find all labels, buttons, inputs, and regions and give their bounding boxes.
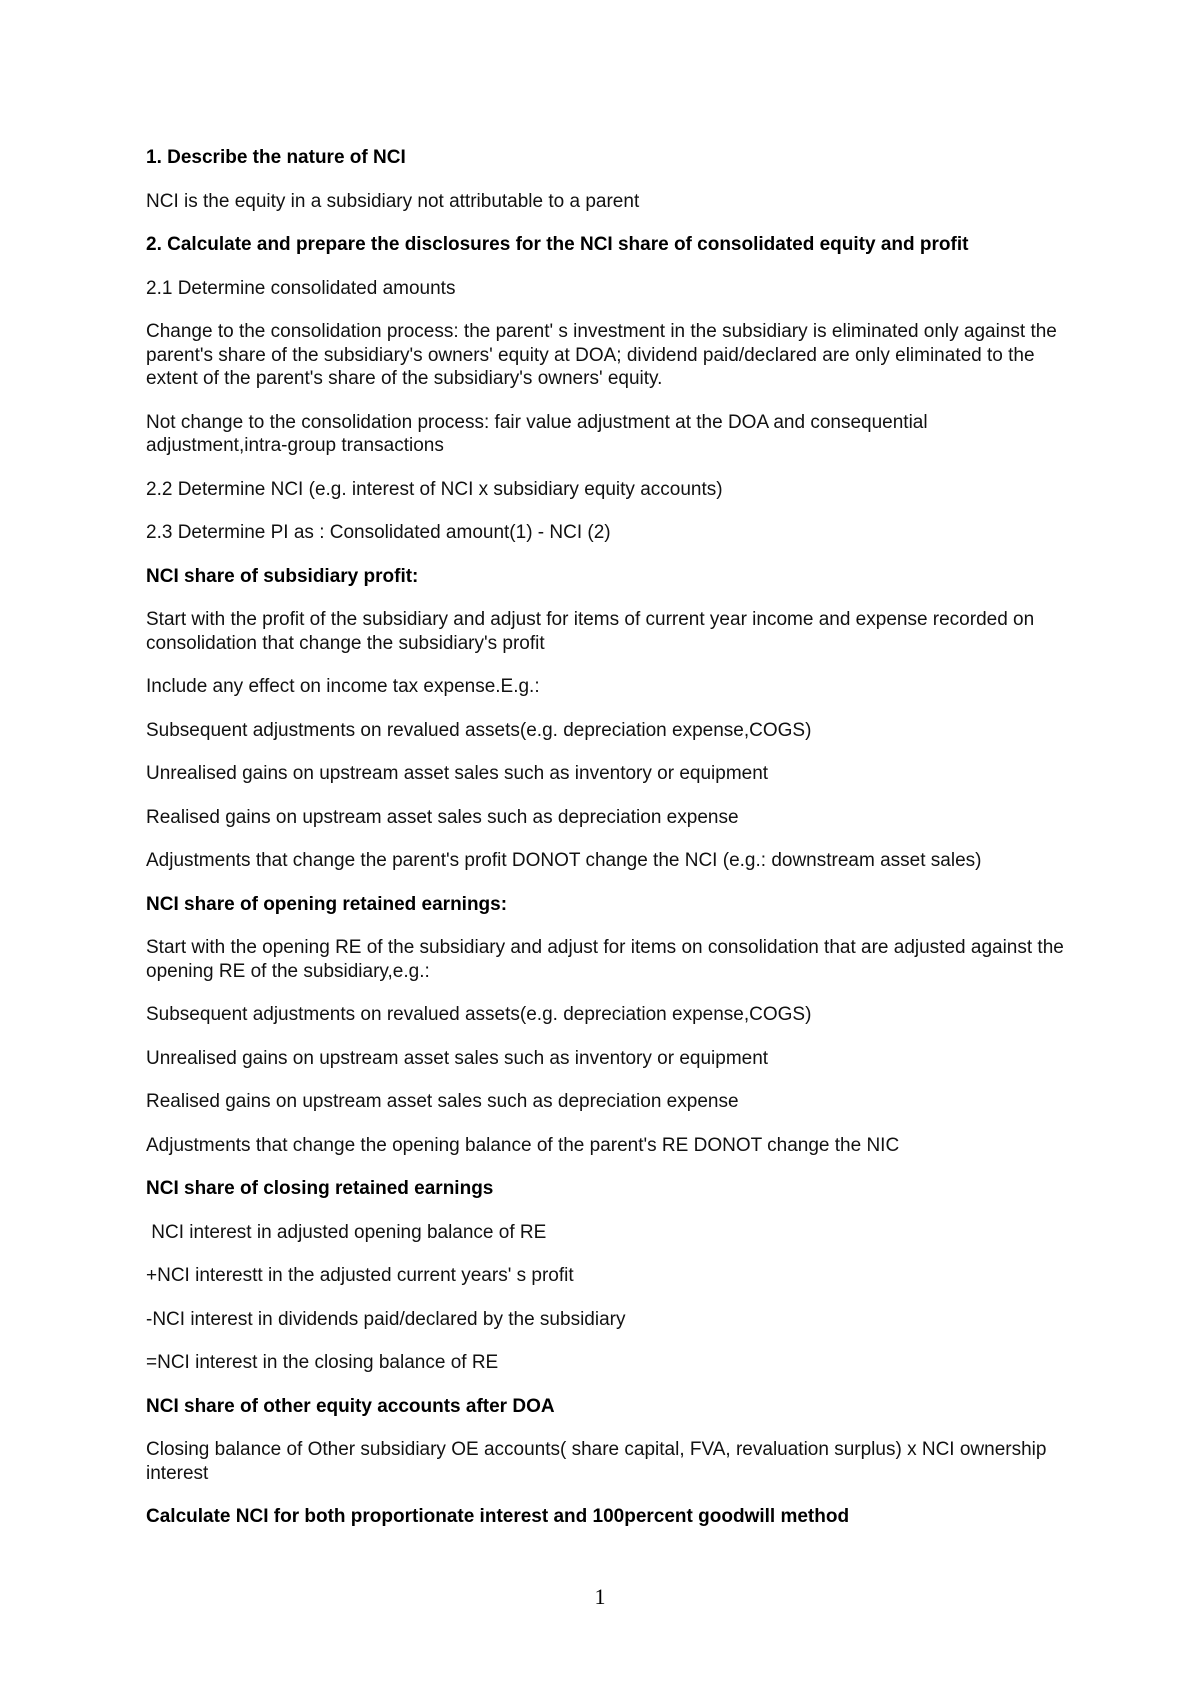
body-paragraph: Subsequent adjustments on revalued assets(e.g. depreciation expense,COGS) [146, 719, 812, 741]
section-heading: Calculate NCI for both proportionate interest and 100percent goodwill method [146, 1506, 850, 1527]
body-paragraph: Adjustments that change the parent's profit DONOT change the NCI (e.g.: downstream asset sales) [146, 850, 982, 871]
body-paragraph: Adjustments that change the opening balance of the parent's RE DONOT change the NIC [146, 1134, 900, 1156]
section-heading: NCI share of subsidiary profit: [146, 565, 419, 587]
body-paragraph: Include any effect on income tax expense.E.g.: [146, 676, 540, 697]
body-paragraph: Realised gains on upstream asset sales such as depreciation expense [146, 806, 739, 828]
body-paragraph: Unrealised gains on upstream asset sales such as inventory or equipment [146, 1047, 769, 1069]
body-paragraph: 2.1 Determine consolidated amounts [146, 277, 456, 299]
section-heading: NCI share of closing retained earnings [146, 1178, 494, 1199]
page-number: 1 [594, 1584, 606, 1609]
body-paragraph: NCI is the equity in a subsidiary not attributable to a parent [146, 190, 640, 212]
body-paragraph: Subsequent adjustments on revalued assets(e.g. depreciation expense,COGS) [146, 1004, 812, 1025]
body-paragraph: Unrealised gains on upstream asset sales such as inventory or equipment [146, 763, 769, 784]
body-paragraph: Closing balance of Other subsidiary OE accounts( share capital, FVA, revaluation surplus) x NCI ownership interest [146, 1439, 1052, 1484]
document-body [146, 146, 1070, 1549]
body-paragraph: Start with the opening RE of the subsidiary and adjust for items on consolidation that are adjusted against the opening RE of the subsidiary,e.g.: [146, 937, 1070, 982]
body-paragraph: +NCI interestt in the adjusted current years' s profit [146, 1265, 574, 1286]
body-paragraph: =NCI interest in the closing balance of RE [146, 1352, 499, 1373]
body-paragraph: Not change to the consolidation process: fair value adjustment at the DOA and consequential adjustment,intra-group transactions [146, 411, 933, 456]
body-paragraph: 2.2 Determine NCI (e.g. interest of NCI x subsidiary equity accounts) [146, 478, 723, 500]
body-paragraph: NCI interest in adjusted opening balance of RE [146, 1221, 547, 1243]
section-heading: 1. Describe the nature of NCI [146, 147, 406, 168]
section-heading: NCI share of opening retained earnings: [146, 893, 508, 915]
section-heading: 2. Calculate and prepare the disclosures for the NCI share of consolidated equity and profit [146, 234, 969, 255]
body-paragraph: Change to the consolidation process: the parent' s investment in the subsidiary is eliminated only against the parent's share of the subsidiary's owners' equity at DOA; dividend paid/declared are only eliminated to the extent of the parent's share of the subsidiary's owners' equity. [146, 321, 1063, 389]
body-paragraph: -NCI interest in dividends paid/declared by the subsidiary [146, 1308, 626, 1330]
body-paragraph: 2.3 Determine PI as : Consolidated amount(1) - NCI (2) [146, 522, 611, 543]
section-heading: NCI share of other equity accounts after DOA [146, 1395, 555, 1417]
body-paragraph: Realised gains on upstream asset sales such as depreciation expense [146, 1091, 739, 1112]
body-paragraph: Start with the profit of the subsidiary and adjust for items of current year income and expense recorded on consolidation that change the subsidiary's profit [146, 609, 1040, 654]
